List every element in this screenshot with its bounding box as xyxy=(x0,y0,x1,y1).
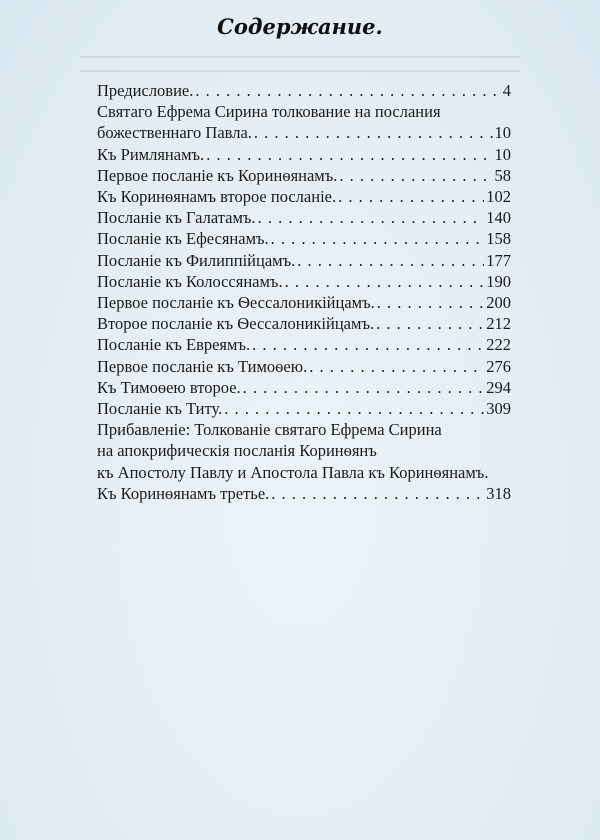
toc-page-number: 4 xyxy=(502,81,511,100)
toc-heading-line: Прибавленіе: Толкованіе святаго Ефрема Сирина xyxy=(97,420,442,440)
toc-entry-label: Посланіе къ Галатамъ. xyxy=(97,208,256,228)
toc-entry-label: Предисловие. xyxy=(97,81,194,100)
dot-leader xyxy=(339,165,492,186)
toc-entry-titus xyxy=(97,398,511,419)
toc-page-number: 276 xyxy=(486,356,511,376)
toc-entry-label: Первое посланіе къ Тимоѳею. xyxy=(97,356,308,376)
dot-leader xyxy=(377,292,484,313)
toc-entry-label: Первое посланіе къ Коринѳянамъ. xyxy=(97,165,338,185)
toc-entry-label: Второе посланіе къ Ѳессалоникійцамъ. xyxy=(97,314,375,334)
toc-entry-label: Посланіе къ Ефесянамъ. xyxy=(97,229,269,249)
toc-page-number: 212 xyxy=(486,314,511,334)
toc-heading-line: Святаго Ефрема Сирина толкование на послания xyxy=(97,102,441,122)
dot-leader xyxy=(206,144,492,165)
toc-entry-commentary xyxy=(97,122,511,143)
toc-entry-philippians xyxy=(97,250,511,271)
toc-heading-line: на апокрифическія посланія Коринѳянъ xyxy=(97,441,377,461)
toc-entry-tim2 xyxy=(97,377,511,398)
toc-entry-tim1 xyxy=(97,356,511,377)
dot-leader xyxy=(252,334,484,355)
toc-page-number: 140 xyxy=(486,208,511,228)
dot-leader xyxy=(376,313,484,334)
dot-leader xyxy=(338,186,484,207)
toc-entry-cor1 xyxy=(97,165,511,186)
dot-leader xyxy=(258,207,485,228)
toc-page-number: 102 xyxy=(486,187,511,207)
toc-entry-label: Къ Тимоѳею второе. xyxy=(97,377,241,397)
toc-entry-galatians xyxy=(97,207,511,228)
dot-leader xyxy=(297,250,484,271)
toc-entry-label: Посланіе къ Титу. xyxy=(97,399,223,419)
dot-leader xyxy=(309,356,484,377)
toc-entry-romans xyxy=(97,144,511,165)
toc-page-number: 294 xyxy=(486,377,511,397)
toc-entry-label: Посланіе къ Филиппійцамъ. xyxy=(97,250,296,270)
dot-leader xyxy=(271,228,485,249)
toc-entry-label: божественнаго Павла. xyxy=(97,123,252,143)
toc-entry-ephesians xyxy=(97,228,511,249)
toc-entry-label: Посланіе къ Евреямъ. xyxy=(97,335,251,355)
dot-leader xyxy=(271,483,484,504)
dot-leader xyxy=(243,377,485,398)
toc-entry-thess1 xyxy=(97,292,511,313)
toc-page-number: 10 xyxy=(494,123,511,143)
toc-entry-cor3 xyxy=(97,483,511,504)
toc-entry-label: Посланіе къ Колоссянамъ. xyxy=(97,271,283,291)
toc-entry-label: Первое посланіе къ Ѳессалоникійцамъ. xyxy=(97,293,375,313)
show-through-line xyxy=(80,70,520,72)
show-through-line xyxy=(80,56,520,58)
toc-entry-hebrews xyxy=(97,334,511,355)
toc-entry-thess2 xyxy=(97,313,511,334)
toc-entry-label: Къ Коринѳянамъ третье. xyxy=(97,483,270,503)
toc-page-number: 309 xyxy=(486,399,511,419)
toc-page-number: 200 xyxy=(486,293,511,313)
toc-entry-cor2 xyxy=(97,186,511,207)
dot-leader xyxy=(224,398,484,419)
toc-heading-line: къ Апостолу Павлу и Апостола Павла къ Коринѳянамъ. xyxy=(97,462,489,482)
toc-entry-preface xyxy=(97,80,511,101)
toc-page-number: 318 xyxy=(486,483,511,503)
dot-leader xyxy=(254,122,493,143)
toc-page-number: 10 xyxy=(494,144,511,164)
dot-leader xyxy=(285,271,485,292)
toc-entry-label: Къ Коринѳянамъ второе посланіе. xyxy=(97,187,337,207)
table-of-contents xyxy=(97,80,511,504)
toc-page-number: 58 xyxy=(494,165,511,185)
toc-entry-colossians xyxy=(97,271,511,292)
toc-page-number: 190 xyxy=(486,271,511,291)
toc-entry-label: Къ Римлянамъ. xyxy=(97,144,205,164)
dot-leader xyxy=(195,80,500,101)
toc-page-number: 158 xyxy=(486,229,511,249)
toc-page-number: 177 xyxy=(486,250,511,270)
toc-page-number: 222 xyxy=(486,335,511,355)
page-title: Содержание. xyxy=(217,14,383,39)
